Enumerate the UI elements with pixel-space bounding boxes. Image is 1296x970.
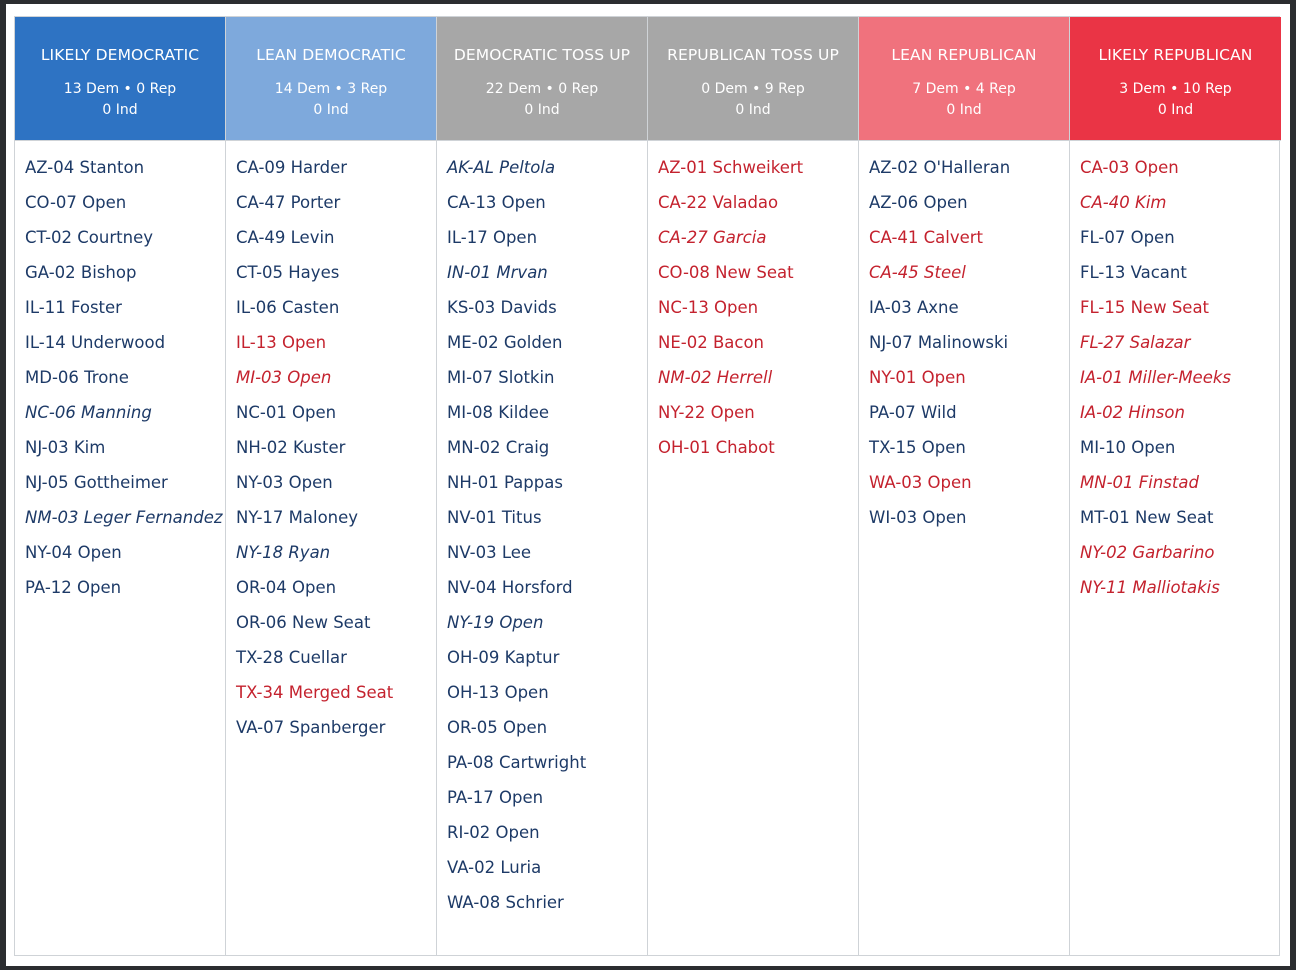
race-item: KS-03 Davids [447, 298, 557, 317]
race-item: NH-01 Pappas [447, 473, 563, 492]
race-item: FL-07 Open [1080, 228, 1175, 247]
race-item: CA-45 Steel [869, 263, 966, 282]
race-item: NV-01 Titus [447, 508, 542, 527]
race-item: NY-03 Open [236, 473, 333, 492]
race-item: IL-06 Casten [236, 298, 340, 317]
column-counts [648, 79, 858, 121]
race-item: MI-03 Open [236, 368, 332, 387]
race-list [859, 141, 1069, 955]
column-counts [859, 79, 1069, 121]
race-list [226, 141, 436, 955]
race-item: IL-11 Foster [25, 298, 122, 317]
race-item: MI-08 Kildee [447, 403, 550, 422]
race-item: CO-08 New Seat [658, 263, 794, 282]
race-item: AZ-01 Schweikert [658, 158, 804, 177]
column-title: LIKELY DEMOCRATIC [40, 46, 200, 64]
race-item: IA-03 Axne [869, 298, 959, 317]
race-item: NY-01 Open [869, 368, 966, 387]
seat-counts-ind: 0 Ind [946, 102, 982, 118]
race-item: WI-03 Open [869, 508, 967, 527]
column-counts [1070, 79, 1281, 121]
seat-counts-ind: 0 Ind [102, 102, 138, 118]
race-item: CA-27 Garcia [658, 228, 767, 247]
race-item: NJ-03 Kim [25, 438, 106, 457]
race-item: IL-13 Open [236, 333, 327, 352]
column-header [15, 17, 225, 141]
seat-counts-dem-rep: 22 Dem • 0 Rep [485, 81, 599, 97]
seat-counts-dem-rep: 13 Dem • 0 Rep [63, 81, 177, 97]
race-item: PA-07 Wild [869, 403, 957, 422]
race-item: IA-02 Hinson [1080, 403, 1185, 422]
race-item: NY-11 Malliotakis [1080, 578, 1220, 597]
race-item: NC-01 Open [236, 403, 337, 422]
column-likely-democratic [15, 17, 226, 955]
race-item: CA-47 Porter [236, 193, 341, 212]
race-item: VA-02 Luria [447, 858, 542, 877]
race-list [15, 141, 225, 955]
seat-counts-dem-rep: 3 Dem • 10 Rep [1119, 81, 1232, 97]
column-title: LIKELY REPUBLICAN [1098, 46, 1253, 64]
race-item: MN-01 Finstad [1080, 473, 1199, 492]
race-item: OR-05 Open [447, 718, 548, 737]
race-item: TX-28 Cuellar [236, 648, 347, 667]
seat-counts-ind: 0 Ind [524, 102, 560, 118]
race-item: CA-40 Kim [1080, 193, 1167, 212]
race-item: CA-49 Levin [236, 228, 335, 247]
column-title: LEAN DEMOCRATIC [256, 46, 406, 64]
race-item: OR-04 Open [236, 578, 337, 597]
race-item: NM-02 Herrell [658, 368, 773, 387]
seat-counts-dem-rep: 0 Dem • 9 Rep [701, 81, 805, 97]
race-item: PA-08 Cartwright [447, 753, 587, 772]
column-header [437, 17, 647, 141]
ratings-board [14, 16, 1280, 956]
seat-counts-ind: 0 Ind [735, 102, 771, 118]
race-list [648, 141, 858, 955]
race-item: MI-07 Slotkin [447, 368, 555, 387]
race-item: VA-07 Spanberger [236, 718, 386, 737]
race-item: WA-03 Open [869, 473, 972, 492]
race-item: CA-13 Open [447, 193, 546, 212]
column-header [648, 17, 858, 141]
race-item: CA-41 Calvert [869, 228, 984, 247]
column-title: REPUBLICAN TOSS UP [667, 46, 839, 64]
race-item: NH-02 Kuster [236, 438, 346, 457]
race-item: CT-05 Hayes [236, 263, 340, 282]
race-item: PA-12 Open [25, 578, 122, 597]
race-item: OH-09 Kaptur [447, 648, 560, 667]
race-item: MN-02 Craig [447, 438, 550, 457]
race-item: NE-02 Bacon [658, 333, 765, 352]
page-frame [6, 4, 1290, 966]
column-header [859, 17, 1069, 141]
race-item: TX-34 Merged Seat [236, 683, 394, 702]
race-item: MI-10 Open [1080, 438, 1176, 457]
race-item: NV-04 Horsford [447, 578, 573, 597]
race-item: FL-27 Salazar [1080, 333, 1191, 352]
race-item: AZ-04 Stanton [25, 158, 145, 177]
race-item: NV-03 Lee [447, 543, 532, 562]
race-item: NY-02 Garbarino [1080, 543, 1215, 562]
column-title: DEMOCRATIC TOSS UP [453, 46, 631, 64]
race-item: NC-06 Manning [25, 403, 152, 422]
race-item: NJ-07 Malinowski [869, 333, 1009, 352]
race-item: ME-02 Golden [447, 333, 563, 352]
race-item: IL-14 Underwood [25, 333, 166, 352]
race-item: IN-01 Mrvan [447, 263, 548, 282]
race-item: NM-03 Leger Fernandez [25, 508, 223, 527]
column-republican-toss-up [648, 17, 859, 955]
race-item: FL-13 Vacant [1080, 263, 1187, 282]
race-item: TX-15 Open [869, 438, 966, 457]
column-likely-republican [1070, 17, 1281, 955]
column-header [226, 17, 436, 141]
race-item: NY-18 Ryan [236, 543, 331, 562]
column-counts [437, 79, 647, 121]
race-item: NY-17 Maloney [236, 508, 359, 527]
race-list [1070, 141, 1281, 955]
column-counts [15, 79, 225, 121]
race-item: NC-13 Open [658, 298, 759, 317]
seat-counts-ind: 0 Ind [1157, 102, 1194, 118]
race-item: PA-17 Open [447, 788, 544, 807]
column-title: LEAN REPUBLICAN [891, 46, 1037, 64]
race-item: CT-02 Courtney [25, 228, 153, 247]
race-item: RI-02 Open [447, 823, 540, 842]
race-item: CA-03 Open [1080, 158, 1179, 177]
column-lean-republican [859, 17, 1070, 955]
race-item: AK-AL Peltola [447, 158, 556, 177]
race-list [437, 141, 647, 955]
column-democratic-toss-up [437, 17, 648, 955]
race-item: IA-01 Miller-Meeks [1080, 368, 1232, 387]
seat-counts-ind: 0 Ind [313, 102, 349, 118]
race-item: NY-19 Open [447, 613, 544, 632]
race-item: FL-15 New Seat [1080, 298, 1210, 317]
race-item: NY-22 Open [658, 403, 755, 422]
column-header [1070, 17, 1281, 141]
race-item: OH-01 Chabot [658, 438, 775, 457]
race-item: MT-01 New Seat [1080, 508, 1214, 527]
race-item: AZ-06 Open [869, 193, 968, 212]
seat-counts-dem-rep: 14 Dem • 3 Rep [274, 81, 388, 97]
column-lean-democratic [226, 17, 437, 955]
seat-counts-dem-rep: 7 Dem • 4 Rep [912, 81, 1016, 97]
race-item: CO-07 Open [25, 193, 127, 212]
race-item: IL-17 Open [447, 228, 538, 247]
race-item: CA-09 Harder [236, 158, 348, 177]
race-item: AZ-02 O'Halleran [869, 158, 1011, 177]
race-item: NY-04 Open [25, 543, 122, 562]
race-item: NJ-05 Gottheimer [25, 473, 168, 492]
race-item: OH-13 Open [447, 683, 549, 702]
race-item: WA-08 Schrier [447, 893, 564, 912]
race-item: MD-06 Trone [25, 368, 129, 387]
race-item: OR-06 New Seat [236, 613, 371, 632]
race-item: CA-22 Valadao [658, 193, 779, 212]
race-item: GA-02 Bishop [25, 263, 137, 282]
column-counts [226, 79, 436, 121]
